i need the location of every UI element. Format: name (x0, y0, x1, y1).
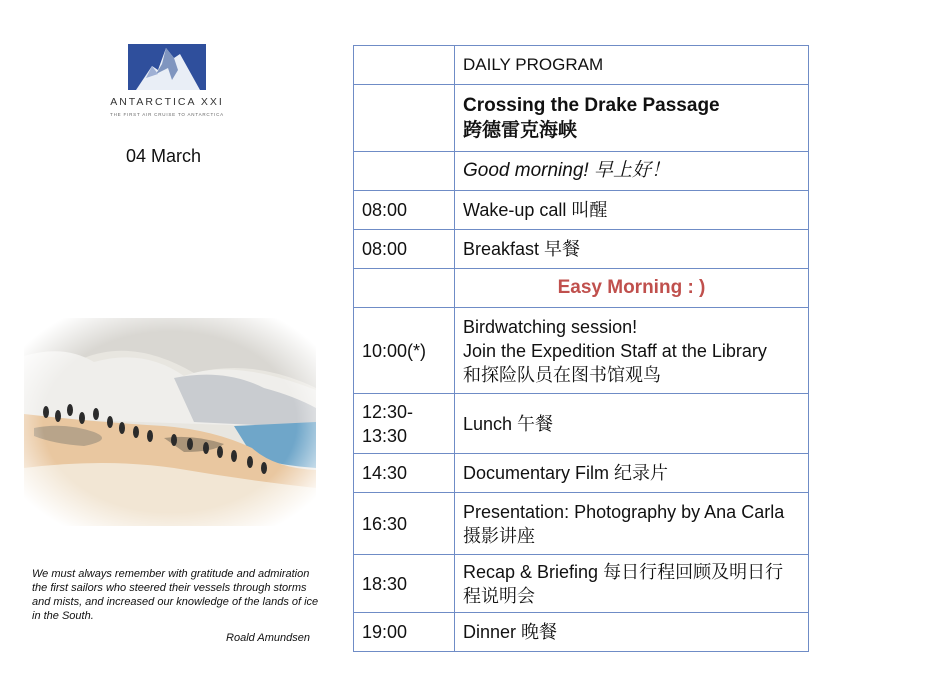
table-row (354, 613, 809, 652)
table-row (354, 85, 809, 152)
penguin-watercolor-image (24, 318, 316, 526)
time-cell: 18:30 (354, 555, 455, 613)
program-title-zh: 跨德雷克海峡 (463, 120, 578, 141)
program-title-en: Crossing the Drake Passage (463, 95, 720, 116)
greeting: Good morning! 早上好！ (455, 152, 809, 191)
easy-morning-note: Easy Morning : ) (455, 269, 809, 308)
table-row (354, 152, 809, 191)
time-cell: 16:30 (354, 493, 455, 555)
table-row (354, 493, 809, 555)
program-header: DAILY PROGRAM (455, 46, 809, 85)
table-row (354, 230, 809, 269)
time-cell: 08:00 (354, 191, 455, 230)
brand-tagline: THE FIRST AIR CRUISE TO ANTARCTICA (110, 112, 224, 117)
time-cell (354, 152, 455, 191)
time-cell (354, 269, 455, 308)
time-cell (354, 46, 455, 85)
program-date: 04 March (126, 146, 202, 166)
brand-name: ANTARCTICA XXI (110, 96, 224, 108)
activity-cell: Lunch 午餐 (455, 394, 809, 454)
activity-cell: Presentation: Photography by Ana Carla 摄影讲座 (455, 493, 809, 555)
table-row (354, 394, 809, 454)
table-row (354, 269, 809, 308)
activity-line: Birdwatching session! (463, 316, 638, 337)
time-cell (354, 85, 455, 152)
activity-cell: Wake-up call 叫醒 (455, 191, 809, 230)
mountain-icon (128, 44, 206, 90)
logo-mountain-image (128, 44, 206, 90)
table-row (354, 191, 809, 230)
time-cell: 10:00(*) (354, 308, 455, 394)
activity-cell: Dinner 晚餐 (455, 613, 809, 652)
activity-cell: Recap & Briefing 每日行程回顾及明日行程说明会 (455, 555, 809, 613)
time-cell: 19:00 (354, 613, 455, 652)
table-row (354, 308, 809, 394)
activity-line: 和探险队员在图书馆观鸟 (463, 364, 661, 385)
table-row (354, 454, 809, 493)
time-cell: 08:00 (354, 230, 455, 269)
activity-line: Join the Expedition Staff at the Library (463, 340, 767, 361)
quote-author: Roald Amundsen (226, 632, 310, 644)
time-cell: 12:30-13:30 (354, 394, 455, 454)
activity-cell: Documentary Film 纪录片 (455, 454, 809, 493)
activity-cell (455, 308, 809, 394)
table-row (354, 555, 809, 613)
table-row (354, 46, 809, 85)
quote-text: We must always remember with gratitude and admiration the first sailors who steered their vessels through storms and mists, and increased our knowledge of the lands of ice in the South. (32, 568, 319, 622)
daily-program-table (353, 45, 809, 652)
time-cell: 14:30 (354, 454, 455, 493)
program-title-cell (455, 85, 809, 152)
activity-cell: Breakfast 早餐 (455, 230, 809, 269)
